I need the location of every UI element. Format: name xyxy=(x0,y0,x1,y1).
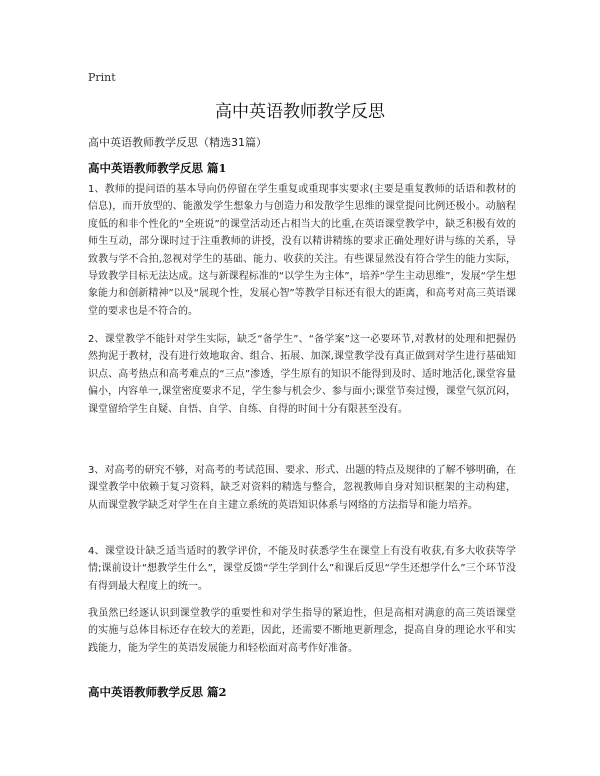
print-link[interactable]: Print xyxy=(88,71,116,84)
paragraph-5: 我虽然已经逐认识到课堂教学的重要性和对学生指导的紧迫性，但是高相对满意的高三英语课堂的实施与总体目标还存在较大的差距，因此，还需要不断地更新理念，提高自身的理论水平和实践能力，能为学生的英语发展能力和轻松面对高考作好准备。 xyxy=(88,608,516,654)
section-heading-1: 高中英语教师教学反思 篇1 xyxy=(88,161,227,175)
paragraph-2: 2、课堂教学不能针对学生实际，缺乏“备学生”、“备学案”这一必要环节,对教材的处理和把握仍然拘泥于教材，没有进行效地取舍、组合、拓展、加深,课堂教学没有真正做到对学生进行基础知识点、高考热点和高考难点的“三点”渗透，学生原有的知识不能得到及时、适时地活化,课堂容量偏小，内容单一,课堂密度要求不足，学生参与机会少、参与面小;课堂节奏过慢，课堂气氛沉闷，课堂留给学生自疑、自悟、自学、自练、自得的时间十分有限甚至没有。 xyxy=(88,334,516,415)
paragraph-4: 4、课堂设计缺乏适当适时的教学评价，不能及时获悉学生在课堂上有没有收获,有多大收获等学情;课前设计“想教学生什么”，课堂反馈“学生学到什么”和课后反思“学生还想学什么”三个环节没有得到最大程度上的统一。 xyxy=(88,546,516,592)
document-subtitle: 高中英语教师教学反思（精选31篇） xyxy=(88,136,267,149)
paragraph-3: 3、对高考的研究不够，对高考的考试范围、要求、形式、出题的特点及规律的了解不够明确，在课堂教学中依赖于复习资料，缺乏对资料的精选与整合，忽视教师自身对知识框架的主动构建，从而课堂教学缺乏对学生在自主建立系统的英语知识体系与网络的方法指导和能力培养。 xyxy=(88,465,516,511)
section-heading-2: 高中英语教师教学反思 篇2 xyxy=(88,685,227,699)
page-title: 高中英语教师教学反思 xyxy=(215,102,385,122)
paragraph-1: 1、教师的提问语的基本导向仍停留在学生重复或重现事实要求(主要是重复教师的话语和教材的信息)，而开放型的、能激发学生想象力与创造力和发散学生思维的课堂提问比例还极小。动脑程度低的和非个性化的“全班说”的课堂活动还占相当大的比重,在英语课堂教学中，缺乏积极有效的师生互动，部分课时过于注重教师的讲授，没有以精讲精练的要求正确处理好讲与练的关系，导致教与学不合拍,忽视对学生的基础、能力、收获的关注。有些课显然没有符合学生的能力实际，导致教学目标无法达成。这与新课程标准的“以学生为主体”，培养“学生主动思维”，发展“学生想象能力和创新精神”以及“展现个性，发展心智”等教学目标还有很大的距离，和高考对高三英语课堂的要求也是不符合的。 xyxy=(88,184,516,317)
